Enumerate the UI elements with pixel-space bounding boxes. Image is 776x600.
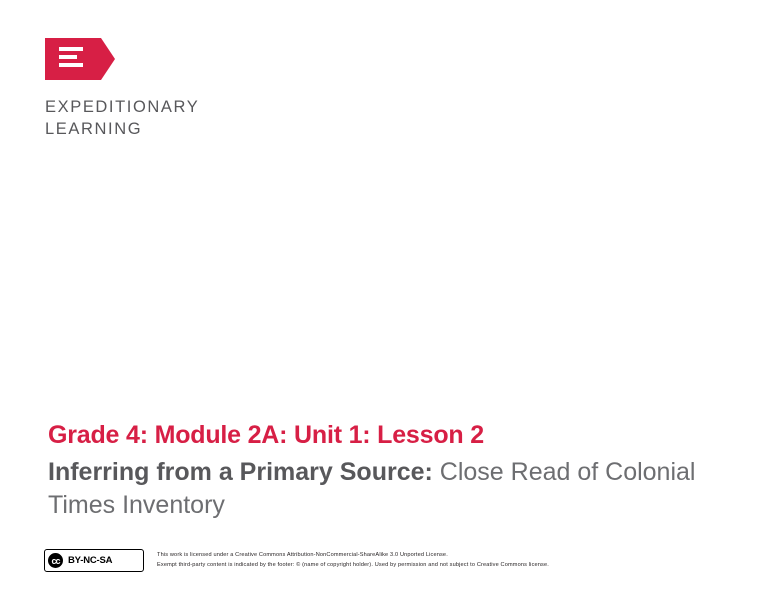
cc-badge-label: BY-NC-SA	[68, 555, 113, 566]
subtitle-emphasis: Inferring from a Primary Source:	[48, 458, 433, 486]
logo-block	[45, 38, 305, 141]
license-footer	[44, 549, 744, 572]
logo-wordmark-line-2: LEARNING	[45, 120, 143, 139]
license-text	[157, 551, 549, 571]
cc-circle-icon: cc	[48, 553, 63, 568]
lesson-title: Grade 4: Module 2A: Unit 1: Lesson 2	[48, 421, 484, 449]
expeditionary-learning-logo-icon	[45, 38, 101, 80]
logo-wordmark	[45, 96, 305, 141]
title-block	[48, 420, 738, 522]
logo-e-bars-icon	[59, 47, 83, 71]
page-title	[48, 456, 738, 522]
license-line-1: This work is licensed under a Creative Commons Attribution-NonCommercial-ShareAlike 3.0 Unported License.	[157, 551, 448, 558]
creative-commons-badge-icon	[44, 549, 144, 572]
license-line-2: Exempt third-party content is indicated by the footer: © (name of copyright holder). Used by permission and not subject to Creative Commons license.	[157, 561, 549, 568]
logo-wordmark-line-1: EXPEDITIONARY	[45, 98, 200, 116]
subtitle-remainder: Close Read of Colonial Times Inventory	[48, 458, 696, 519]
